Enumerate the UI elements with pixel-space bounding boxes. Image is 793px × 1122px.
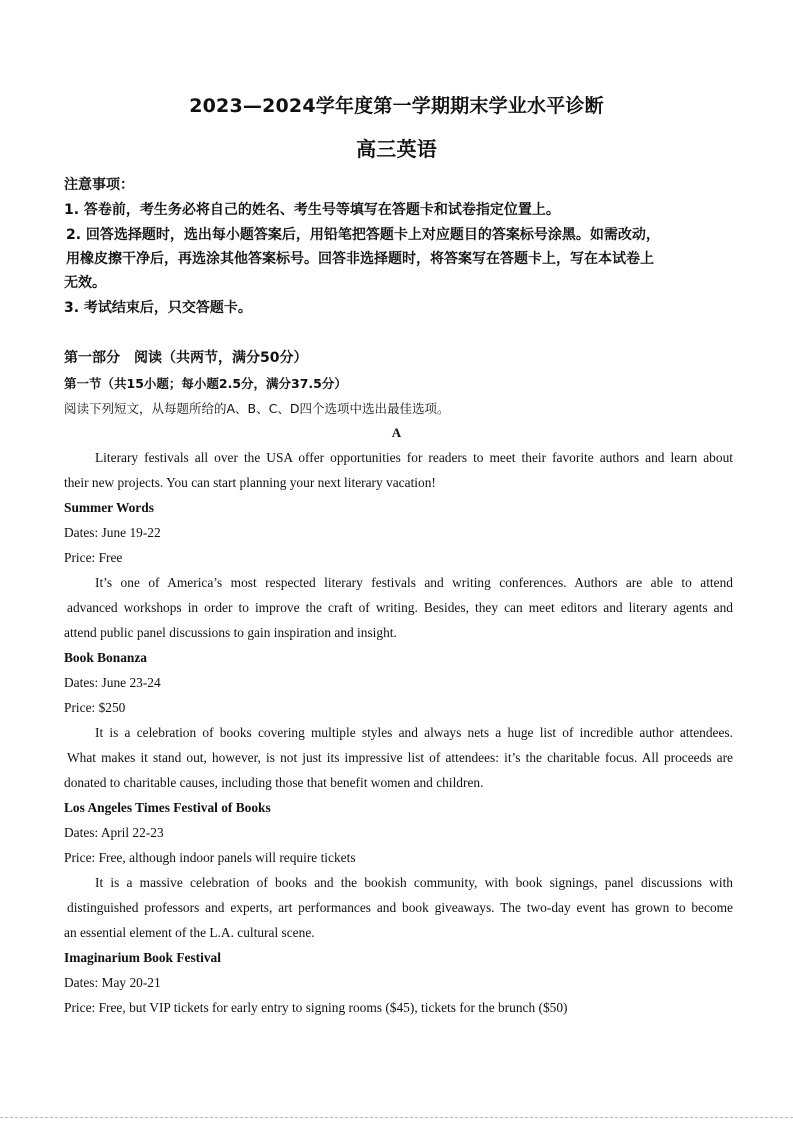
festival-name: Summer Words xyxy=(64,500,154,515)
festival-price: Price: Free xyxy=(64,550,123,565)
festival-name: Los Angeles Times Festival of Books xyxy=(64,800,271,815)
exam-subtitle: 高三英语 xyxy=(356,137,437,161)
notice-item-3: 3. 考试结束后，只交答题卡。 xyxy=(64,300,252,316)
intro-line-2: their new projects. You can start planning your next literary vacation! xyxy=(64,475,436,490)
notice-item-2-line-3: 无效。 xyxy=(64,275,106,291)
festival-price: Price: Free, although indoor panels will require tickets xyxy=(64,850,356,865)
notice-item-1: 1. 答卷前，考生务必将自己的姓名、考生号等填写在答题卡和试卷指定位置上。 xyxy=(64,202,560,218)
exam-title: 2023—2024学年度第一学期期末学业水平诊断 xyxy=(189,95,604,117)
festival-desc-line: It is a massive celebration of books and the bookish community, with book signings, panel discussions with xyxy=(95,875,733,890)
festival-dates: Dates: June 23-24 xyxy=(64,675,161,690)
festival-dates: Dates: June 19-22 xyxy=(64,525,161,540)
notice-item-2-line-2: 用橡皮擦干净后，再选涂其他答案标号。回答非选择题时，将答案写在答题卡上，写在本试卷上 xyxy=(66,251,654,267)
festival-desc-line: It is a celebration of books covering multiple styles and always nets a huge list of incredible author attendees. xyxy=(95,725,733,740)
notice-item-2-line-1: 2. 回答选择题时，选出每小题答案后，用铅笔把答题卡上对应题目的答案标号涂黑。如需改动， xyxy=(66,227,660,243)
festival-dates: Dates: April 22-23 xyxy=(64,825,164,840)
festival-desc-line: What makes it stand out, however, is not just its impressive list of attendees: it’s the charitable focus. All proceeds are xyxy=(67,750,733,765)
section-1-heading: 第一节（共15小题；每小题2.5分，满分37.5分） xyxy=(64,376,347,391)
festival-desc-line: donated to charitable causes, including those that benefit women and children. xyxy=(64,775,484,790)
passage-label: A xyxy=(391,425,402,440)
festival-price: Price: Free, but VIP tickets for early entry to signing rooms ($45), tickets for the brunch ($50) xyxy=(64,1000,568,1015)
festival-desc-line: an essential element of the L.A. cultural scene. xyxy=(64,925,315,940)
festival-dates: Dates: May 20-21 xyxy=(64,975,161,990)
festival-desc-line: distinguished professors and experts, art performances and book giveaways. The two-day event has grown to become xyxy=(67,900,733,915)
intro-line-1: Literary festivals all over the USA offer opportunities for readers to meet their favorite authors and learn about xyxy=(95,450,733,465)
page-bottom-divider xyxy=(0,1117,793,1118)
reading-instruction: 阅读下列短文，从每题所给的A、B、C、D四个选项中选出最佳选项。 xyxy=(64,401,450,416)
festival-desc-line: It’s one of America’s most respected literary festivals and writing conferences. Authors are able to attend xyxy=(95,575,733,590)
notice-heading: 注意事项： xyxy=(64,177,134,193)
festival-desc-line: attend public panel discussions to gain inspiration and insight. xyxy=(64,625,397,640)
festival-name: Book Bonanza xyxy=(64,650,147,665)
festival-desc-line: advanced workshops in order to improve the craft of writing. Besides, they can meet editors and literary agents and xyxy=(67,600,733,615)
part-1-heading: 第一部分 阅读（共两节，满分50分） xyxy=(64,350,308,366)
festival-name: Imaginarium Book Festival xyxy=(64,950,221,965)
festival-price: Price: $250 xyxy=(64,700,126,715)
